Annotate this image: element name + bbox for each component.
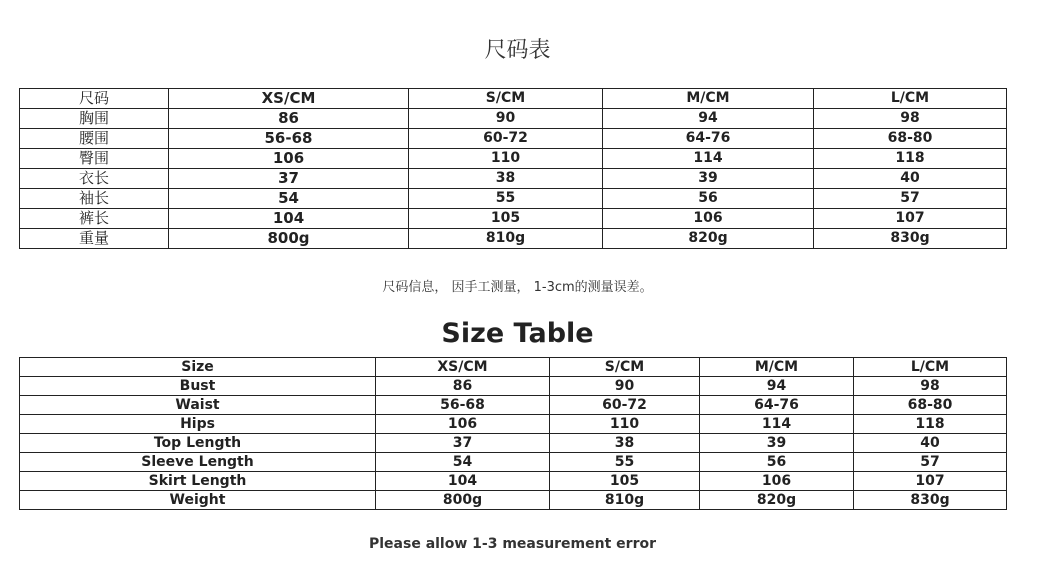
row-label-cell: 腰围 bbox=[20, 129, 169, 149]
row-label-cell: Sleeve Length bbox=[20, 453, 376, 472]
table-cell: 800g bbox=[169, 229, 409, 249]
header-cell: M/CM bbox=[700, 358, 854, 377]
table-cell: 810g bbox=[550, 491, 700, 510]
measurement-note-en: Please allow 1-3 measurement error bbox=[368, 536, 656, 552]
table-row bbox=[20, 377, 1007, 396]
table-row bbox=[20, 229, 1007, 249]
table-cell: 800g bbox=[376, 491, 550, 510]
table-cell: 104 bbox=[376, 472, 550, 491]
table-cell: 54 bbox=[169, 189, 409, 209]
header-cell: L/CM bbox=[854, 358, 1007, 377]
table-row bbox=[20, 415, 1007, 434]
table-cell: 60-72 bbox=[409, 129, 603, 149]
row-label-cell: Bust bbox=[20, 377, 376, 396]
table-row bbox=[20, 149, 1007, 169]
table-cell: 118 bbox=[854, 415, 1007, 434]
row-label-cell: Weight bbox=[20, 491, 376, 510]
table-cell: 106 bbox=[603, 209, 814, 229]
table-cell: 114 bbox=[700, 415, 854, 434]
table-cell: 68-80 bbox=[854, 396, 1007, 415]
table-cell: 64-76 bbox=[603, 129, 814, 149]
table-cell: 105 bbox=[409, 209, 603, 229]
table-cell: 106 bbox=[169, 149, 409, 169]
table-cell: 40 bbox=[814, 169, 1007, 189]
table-cell: 56-68 bbox=[169, 129, 409, 149]
table-cell: 40 bbox=[854, 434, 1007, 453]
size-table-cn bbox=[19, 88, 1007, 249]
measurement-note-cn: 尺码信息， 因手工测量， 1-3cm的测量误差。 bbox=[382, 280, 653, 295]
table-cell: 55 bbox=[550, 453, 700, 472]
table-header-row bbox=[20, 358, 1007, 377]
table-cell: 56-68 bbox=[376, 396, 550, 415]
header-cell: M/CM bbox=[603, 89, 814, 109]
table-cell: 68-80 bbox=[814, 129, 1007, 149]
table-cell: 57 bbox=[854, 453, 1007, 472]
table-cell: 90 bbox=[550, 377, 700, 396]
header-cell: L/CM bbox=[814, 89, 1007, 109]
table-cell: 106 bbox=[376, 415, 550, 434]
table-cell: 39 bbox=[700, 434, 854, 453]
table-row bbox=[20, 169, 1007, 189]
size-chart-title-cn: 尺码表 bbox=[484, 38, 551, 63]
table-cell: 38 bbox=[409, 169, 603, 189]
table-cell: 830g bbox=[854, 491, 1007, 510]
size-table-en bbox=[19, 357, 1007, 510]
header-cell: S/CM bbox=[550, 358, 700, 377]
row-label-cell: 衣长 bbox=[20, 169, 169, 189]
table-row bbox=[20, 453, 1007, 472]
table-cell: 60-72 bbox=[550, 396, 700, 415]
table-cell: 94 bbox=[603, 109, 814, 129]
row-label-cell: Hips bbox=[20, 415, 376, 434]
table-row bbox=[20, 189, 1007, 209]
table-cell: 57 bbox=[814, 189, 1007, 209]
table-row bbox=[20, 434, 1007, 453]
row-label-cell: Waist bbox=[20, 396, 376, 415]
table-cell: 56 bbox=[700, 453, 854, 472]
table-cell: 810g bbox=[409, 229, 603, 249]
table-cell: 118 bbox=[814, 149, 1007, 169]
table-cell: 37 bbox=[169, 169, 409, 189]
header-cell: XS/CM bbox=[376, 358, 550, 377]
table-cell: 56 bbox=[603, 189, 814, 209]
table-cell: 86 bbox=[169, 109, 409, 129]
table-cell: 37 bbox=[376, 434, 550, 453]
table-cell: 39 bbox=[603, 169, 814, 189]
row-label-cell: 裤长 bbox=[20, 209, 169, 229]
table-cell: 107 bbox=[854, 472, 1007, 491]
header-cell: Size bbox=[20, 358, 376, 377]
header-cell: XS/CM bbox=[169, 89, 409, 109]
table-header-row bbox=[20, 89, 1007, 109]
table-cell: 86 bbox=[376, 377, 550, 396]
table-cell: 90 bbox=[409, 109, 603, 129]
header-cell: S/CM bbox=[409, 89, 603, 109]
table-cell: 94 bbox=[700, 377, 854, 396]
table-cell: 98 bbox=[814, 109, 1007, 129]
header-cell: 尺码 bbox=[20, 89, 169, 109]
table-cell: 55 bbox=[409, 189, 603, 209]
table-cell: 54 bbox=[376, 453, 550, 472]
row-label-cell: Skirt Length bbox=[20, 472, 376, 491]
table-cell: 104 bbox=[169, 209, 409, 229]
table-cell: 38 bbox=[550, 434, 700, 453]
table-row bbox=[20, 209, 1007, 229]
table-row bbox=[20, 109, 1007, 129]
row-label-cell: 臀围 bbox=[20, 149, 169, 169]
table-cell: 830g bbox=[814, 229, 1007, 249]
table-cell: 110 bbox=[550, 415, 700, 434]
table-row bbox=[20, 396, 1007, 415]
row-label-cell: 袖长 bbox=[20, 189, 169, 209]
table-cell: 64-76 bbox=[700, 396, 854, 415]
table-row bbox=[20, 129, 1007, 149]
row-label-cell: 重量 bbox=[20, 229, 169, 249]
table-cell: 106 bbox=[700, 472, 854, 491]
table-cell: 110 bbox=[409, 149, 603, 169]
row-label-cell: 胸围 bbox=[20, 109, 169, 129]
table-row bbox=[20, 491, 1007, 510]
table-cell: 98 bbox=[854, 377, 1007, 396]
table-cell: 820g bbox=[700, 491, 854, 510]
size-chart-title-en: Size Table bbox=[441, 318, 594, 349]
table-cell: 114 bbox=[603, 149, 814, 169]
table-row bbox=[20, 472, 1007, 491]
table-cell: 105 bbox=[550, 472, 700, 491]
table-cell: 107 bbox=[814, 209, 1007, 229]
row-label-cell: Top Length bbox=[20, 434, 376, 453]
table-cell: 820g bbox=[603, 229, 814, 249]
